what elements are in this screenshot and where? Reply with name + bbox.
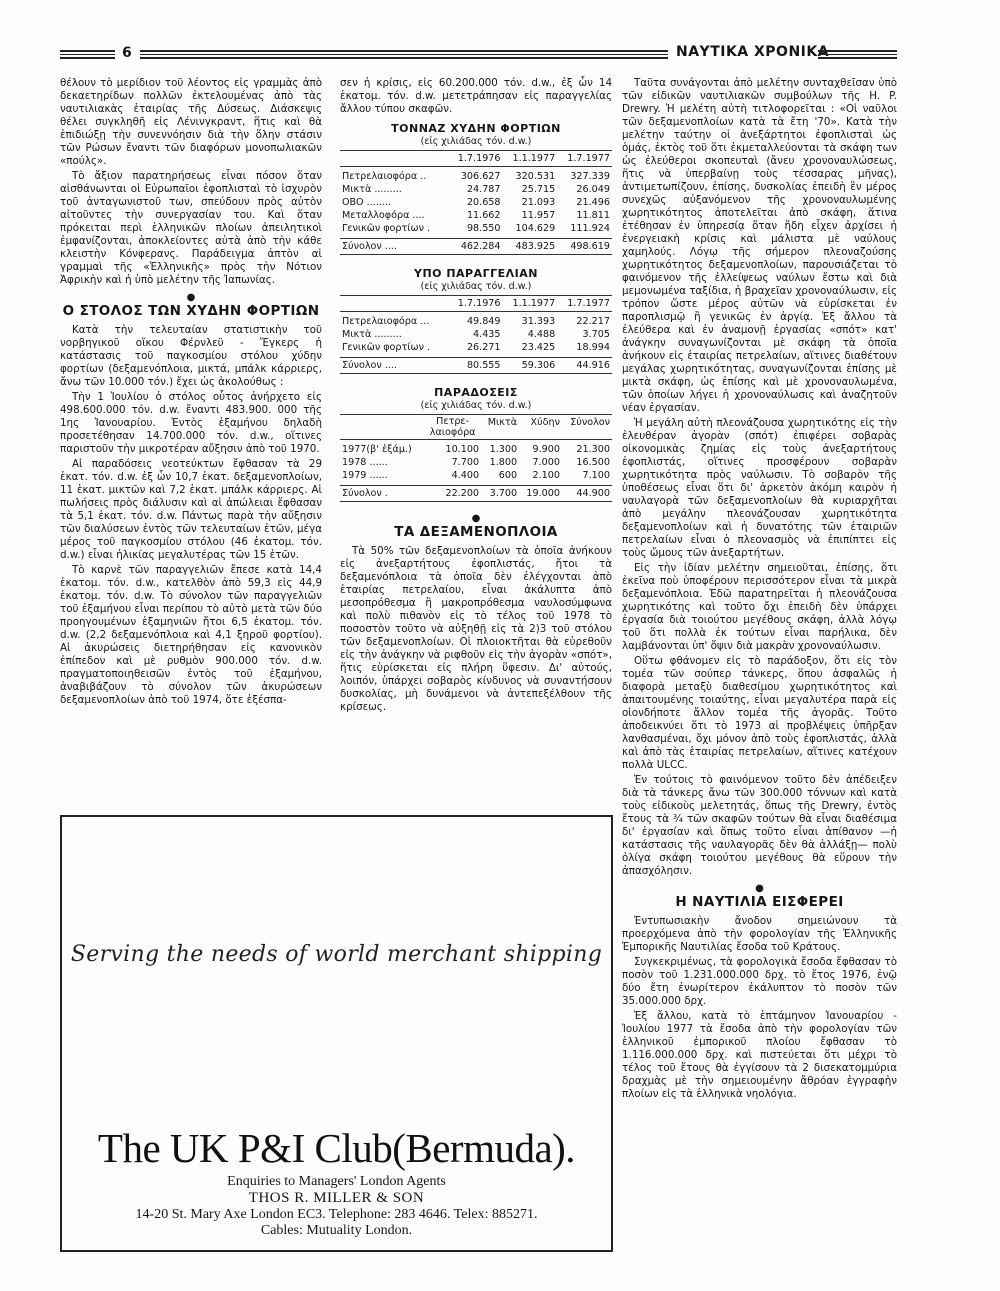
table-header: 1.1.1977 <box>503 296 558 312</box>
bullet-dot-icon: ● <box>755 883 764 894</box>
paragraph: Οὕτω φθάνομεν εἰς τὸ παράδοξον, ὅτι εἰς τὸν τομέα τῶν σούπερ τάνκερς, ὅπου ἀσφαλῶς ἡ διαφορὰ μεταξὺ διαθεσίμου χωρητικότητος καὶ ἀπαιτουμένης τοιαύτης, εἶναι μεγαλυτέρα παρὰ εἰς οἱονδήποτε ἄλλον τομέα τῆς ἀγορᾶς. Τοῦτο ἀποδεικνύει ὅτι τὸ 1973 αἱ προβλέψεις ὑπῆρξαν λανθασμέναι, ὄχι μόνον ἀπὸ τοὺς ἐφοπλιστάς, ἀλλὰ καὶ ἀπὸ τὰς ἑταιρίας πετρελαίων, αἵτινες κατέχουν πολλὰ ULCC. <box>622 655 897 771</box>
page-number: 6 <box>122 45 132 61</box>
ad-brand-name: The UK P&I Club(Bermuda). <box>97 1125 576 1171</box>
column-middle <box>340 77 612 716</box>
table-row: 1977(β' ἑξάμ.) 10.100 1.300 9.900 21.300 <box>342 444 610 455</box>
table-header: 1.1.1977 <box>503 151 558 167</box>
table-title: ΠΑΡΑΔΟΣΕΙΣ <box>434 386 518 399</box>
table-row: 1978 ...... 7.700 1.800 7.000 16.500 <box>342 457 610 468</box>
table-subtitle: (εἰς χιλιάδας τόν. d.w.) <box>420 281 532 292</box>
header-rule-right <box>818 50 897 59</box>
header-rule-left <box>60 50 115 59</box>
header-rule-middle <box>140 50 668 59</box>
paragraph: Αἱ παραδόσεις νεοτεύκτων ἔφθασαν τὰ 29 ἑκατ. τόν. d.w. ἐξ ὧν 10,7 ἑκατ. δεξαμενοπλοίων, 11 ἑκατ. μικτῶν καὶ 7,2 ἑκατ. μπάλκ κάρριερς. Αἱ πωλήσεις πρὸς διάλυσιν καὶ αἱ ἀπώλειαι ἔφθασαν τὰ 5,1 ἑκατ. τόν. d.w. Πάντως παρὰ τὴν αὔξησιν τῶν διαλύσεων ἐντὸς τῶν τελευταίων ἐτῶν, μέγα μέρος τοῦ παγκοσμίου στόλου (46 ἑκατομ. τόν. d.w.) εἶναι ἡλικίας μεγαλυτέρας τῶν 15 ἐτῶν. <box>60 458 322 561</box>
bullet-dot-icon: ● <box>186 292 196 303</box>
table-header: Μικτὰ <box>481 415 519 440</box>
table-row: Μικτὰ ......... 4.435 4.488 3.705 <box>342 329 610 340</box>
deliveries-table <box>340 414 612 502</box>
ad-agent-name: THOS R. MILLER & SON <box>248 1190 425 1206</box>
table-row: Μικτὰ ......... 24.787 25.715 26.049 <box>342 184 610 195</box>
table-row: Γενικῶν φορτίων . 26.271 23.425 18.994 <box>342 342 610 353</box>
paragraph: Τὸ ἄξιον παρατηρήσεως εἶναι πόσον ὅταν αἰσθάνωνται οἱ Εὐρωπαῖοι ἐφοπλισταὶ τὸ ἰσχυρὸν τοῦ ἀνταγωνιστοῦ των, σπεύδουν πρὸς αὐτὸν αἰτοῦντες τὴν συνεργασίαν του. Καὶ ὅταν πρόκειται περὶ ἑλληνικῶν πλοίων ἀπειλητικοὶ ἐμφανίζονται, ἀποκλείοντες αὐτὰ ἀπὸ τὴν κάθε κλειστὴν Κόνφερανς. Παράδειγμα ἀπτὸν αἱ γραμμαὶ τῆς «Ἑλληνικῆς» πρὸς τὴν Νότιον Ἀφρικὴν καὶ ἡ ὑπὸ μελέτην τῆς Ἰαπωνίας. <box>60 170 322 286</box>
paragraph: Ἐντυπωσιακὴν ἄνοδον σημειώνουν τὰ προερχόμενα ἀπὸ τὴν φορολογίαν τῆς Ἑλληνικῆς Ἐμπορικῆς Ναυτιλίας ἔσοδα τοῦ Κράτους. <box>622 915 897 953</box>
table-header: 1.7.1976 <box>448 296 503 312</box>
paragraph: Εἰς τὴν ἰδίαν μελέτην σημειοῦται, ἐπίσης, ὅτι ἐκεῖνα ποὺ ὑποφέρουν περισσότερον εἶναι τὰ μικρὰ δεξαμενόπλοια. Ἐδῶ παρατηρεῖται ἡ πλεονάζουσα χωρητικότης καὶ τοῦτο ὄχι ἐπειδὴ δὲν ὑπάρχει ἐργασία διὰ τοιούτου μεγέθους σκάφη, ἀλλὰ λόγῳ τοῦ ὅτι πολλὰ ἐκ τούτων εἶναι παρήλικα, δὲν λαμβάνονται ὑπ' ὄψιν διὰ μακρὰν χρονοναύλωσιν. <box>622 562 897 652</box>
ad-cables-line: Cables: Mutuality London. <box>260 1223 413 1238</box>
table-header: Πετρε- λαιοφόρα <box>424 415 481 440</box>
section-heading: ΤΑ ΔΕΞΑΜΕΝΟΠΛΟΙΑ <box>394 524 558 540</box>
table-row: Πετρελαιοφόρα ... 49.849 31.393 22.217 <box>342 316 610 327</box>
table-total-row: Σύνολον .... 80.555 59.306 44.916 <box>340 358 612 374</box>
column-left <box>60 77 322 709</box>
table-header: Χύδην <box>519 415 562 440</box>
table-header: 1.7.1976 <box>448 151 503 167</box>
orderbook-table <box>340 295 612 374</box>
paragraph: θέλουν τὸ μερίδιον τοῦ λέοντος εἰς γραμμὰς ἀπὸ δεκαετηρίδων πολλῶν ἐκτελουμένας ἀπὸ τὰς ναυτιλιακὰς ἑταιρίας τῆς Δύσεως. Διάσκεψις θέλει συγκληθῆ εἰς Λένινγκραντ, ἥτις καὶ θὰ ἐπιδιώξῃ τὴν συνεννόησιν διὰ τὴν ὅλην στάσιν τῶν Ρώσων ἔναντι τῶν διαφόρων μονοπωλιακῶν «πούλς». <box>60 77 322 167</box>
paragraph: Τὴν 1 Ἰουλίου ὁ στόλος οὗτος ἀνήρχετο εἰς 498.600.000 τόν. d.w. ἔναντι 483.900. 000 τῆς 1ης Ἰανουαρίου. Ἐντὸς ἑξαμήνου δηλαδὴ προσετέθησαν 14.700.000 τόν. d.w., οἵτινες παριστοῦν τὴν μικροτέραν αὔξησιν ἀπὸ τοῦ 1970. <box>60 391 322 455</box>
paragraph: Ἡ μεγάλη αὐτὴ πλεονάζουσα χωρητικότης εἰς τὴν ἐλευθέραν ἀγορὰν (σπότ) ἐπιφέρει σοβαρὰς οἰκονομικὰς ζημίας εἰς τοὺς ἀνεξαρτήτους ἐφοπλιστάς, οἵτινες προσφέρουν σοβαρὰν χωρητικότητα πρὸς ναύλωσιν. Τὸ σοβαρὸν τῆς ὑποθέσεως εἶναι ὅτι δι' ἀρκετὸν ἀκόμη καιρὸν ἡ ναυλαγορὰ τῶν δεξαμενοπλοίων θὰ κυριαρχῆται ἀπὸ μεγάλην πλεονάζουσαν χωρητικότητα δεξαμενοπλοίων καὶ ἡ δυνατότης τῶν ἑταιριῶν πετρελαίων εἶναι ὁ πλεονασμὸς νὰ ἐπιπίπτει εἰς τοὺς ὤμους τῶν ἀνεξαρτήτων. <box>622 417 897 559</box>
magazine-title: ΝΑΥΤΙΚΑ ΧΡΟΝΙΚΑ <box>676 44 830 60</box>
table-total-row: Σύνολον .... 462.284 483.925 498.619 <box>340 239 612 255</box>
paragraph: Τὰ 50% τῶν δεξαμενοπλοίων τὰ ὁποῖα ἀνήκουν εἰς ἀνεξαρτήτους ἐφοπλιστάς, ἤτοι τὰ δεξαμενόπλοια τὰ ὁποῖα δὲν ἐλέγχονται ἀπὸ ἑταιρίας πετρελαίου, εἶναι ἀκάλυπτα ἀπὸ μεσοπρόθεσμα ἢ μακροπρόθεσμα ναυλοσύμφωνα καὶ πολὺ πιθανὸν εἰς τὸ τέλος τοῦ 1978 τὸ ποσοστὸν τοῦτο νὰ αὐξηθῇ εἰς τὰ 2)3 τοῦ στόλου τῶν δεξαμενοπλοίων. Οἱ πλοιοκτῆται θὰ εὑρεθοῦν εἰς τὴν ἀνάγκην νὰ ριφθοῦν εἰς τὴν ἀγορὰν «σπότ», ἥτις εὑρίσκεται εἰς πλήρη ὕφεσιν. Δι' αὐτούς, λοιπόν, ὑπάρχει σοβαρὸς κίνδυνος νὰ συναντήσουν δυσκολίας, μὴ δυνάμενοι νὰ ἀντεπεξέλθουν τῆς κρίσεως. <box>340 545 612 713</box>
table-row: 1979 ...... 4.400 600 2.100 7.100 <box>342 470 610 481</box>
table-row: OBO ........ 20.658 21.093 21.496 <box>342 197 610 208</box>
ad-enquiries-line: Enquiries to Managers' London Agents <box>227 1174 446 1189</box>
table-title: ΥΠΟ ΠΑΡΑΓΓΕΛΙΑΝ <box>413 267 538 280</box>
advertisement <box>60 815 613 1252</box>
paragraph: Κατὰ τὴν τελευταίαν στατιστικὴν τοῦ νορβηγικοῦ οἴκου Φέρνλεϋ - Ἔγκερς ἡ κατάστασις τοῦ παγκοσμίου στόλου χύδην φορτίων (δεξαμενόπλοια, μικτά, μπάλκ κάρριερς, ἄνω τῶν 10.000 τόν.) ἔχει ὡς ἀκολούθως : <box>60 324 322 388</box>
table-row: Πετρελαιοφόρα .. 306.627 320.531 327.339 <box>342 171 610 182</box>
table-row: Μεταλλοφόρα .... 11.662 11.957 11.811 <box>342 210 610 221</box>
bulk-tonnage-table <box>340 150 612 255</box>
table-header: Σύνολον <box>562 415 612 440</box>
table-header: 1.7.1977 <box>557 296 612 312</box>
section-heading: Ο ΣΤΟΛΟΣ ΤΩΝ ΧΥΔΗΝ ΦΟΡΤΙΩΝ <box>62 303 320 319</box>
paragraph: Ταῦτα συνάγονται ἀπὸ μελέτην συνταχθεῖσαν ὑπὸ τῶν εἰδικῶν ναυτιλιακῶν συμβούλων τῆς H. P. Drewry. Ἡ μελέτη αὐτὴ τιτλοφορεῖται : «Οἱ ναῦλοι τῶν δεξαμενοπλοίων κατὰ τὰ ἔτη '70». Κατὰ τὴν μελέτην ταύτην οἱ ἀνεξάρτητοι ἐφοπλισταὶ ὡς ὁμάς, ἐκτὸς τοῦ ὅτι ἐκμεταλλεύονται τὰ σκάφη των ὡς ἐλεύθεροι σκοπευταὶ (ἄνευ χρονοναυλώσεως, ἥτις νὰ ὑπερβαίνῃ τοὺς τέσσαρας μῆνας), ἀντιμετωπίζουν, ἐπίσης, δυσκολίας ἐπειδὴ ἓν μέρος συνεχῶς αὐξανόμενον τῆς χρονοναυλωμένης χωρητικότητος ἀποτελεῖται ἀπὸ σκάφη, ἅτινα ἐτέθησαν ἐν ὑπηρεσίᾳ ὅταν ἤδη εἶχεν ἀρχίσει ἡ ἐνεργειακὴ κρίσις καὶ μάλιστα μὲ ναύλους χαμηλούς. Λόγῳ τῆς σήμερον πλεοναζούσης χωρητικότητος δεξαμενοπλοίων, παρουσιάζεται τὸ φαινόμενον τῆς ἐλλείψεως ναύλων ἔστω καὶ διὰ μεμονωμένα ταξίδια, ἡ βραχεῖαν χρονοναύλωσιν, εἰς τρόπον ὥστε μέρος αὐτῶν νὰ εὑρίσκεται ἐν παροπλισμῷ ἢ γενικῶς ἐν ἀργίᾳ. Ἐξ ἄλλου τὰ ἐλεύθερα καὶ ἐν ἀναμονῇ ἐργασίας «σπότ» κατ' ἀνάγκην συναγωνίζονται μὲ σκάφη τὰ ὁποῖα ἀνήκουν εἰς ἑταιρίας πετρελαίων, αἵτινες διαθέτουν μεγάλας χωρητικότητας, συναγωνίζονται ἐπίσης μὲ μικτὰ σκάφη, ὡς ἐπίσης καὶ μὲ χρονοναυλωμένα, τῶν ὁποίων λήγει ἡ χρονοναύλωσις καὶ ἀναζητοῦν νέαν ἐργασίαν. <box>622 77 897 414</box>
paragraph: Ἐν τούτοις τὸ φαινόμενον τοῦτο δὲν ἀπέδειξεν διὰ τὰ τάνκερς ἄνω τῶν 300.000 τόννων καὶ κατὰ τοὺς εἰδικοὺς μελετητάς, ὅπως τῆς Drewry, ἐντὸς ἔτους τὰ ¾ τῶν σκαφῶν τούτων θὰ εἶναι διαθέσιμα δι' ἐργασίαν καὶ ὅπως τοῦτο εἶναι ἀπίθανον —ἡ κατάστασις τῆς ναυλαγορᾶς δὲν θὰ ἀλλάξῃ— πολὺ ὀλίγα σκάφη τοιούτου μεγέθους θὰ εὕρουν τὴν ἀπασχόλησιν. <box>622 774 897 877</box>
section-heading: Η ΝΑΥΤΙΛΙΑ ΕΙΣΦΕΡΕΙ <box>675 894 844 910</box>
paragraph: Ἐξ ἄλλου, κατὰ τὸ ἑπτάμηνον Ἰανουαρίου - Ἰουλίου 1977 τὰ ἔσοδα ἀπὸ τὴν φορολογίαν τῶν ἑλληνικοῦ ἐμπορικοῦ πλοίου ἔφθασαν τὸ 1.116.000.000 δρχ. καὶ πιστεύεται ὅτι μέχρι τὸ τέλος τοῦ ἔτους θὰ ἐγγίσουν τὰ 2 δισεκατομμύρια δραχμὰς μὲ τὴν σημειουμένην ἄθρόαν ἐγγραφὴν πλοίων εἰς τὰ ἑλληνικὰ νηολόγια. <box>622 1010 897 1100</box>
ad-tagline: Serving the needs of world merchant shipping <box>70 942 603 967</box>
paragraph: Συγκεκριμένως, τὰ φορολογικὰ ἔσοδα ἔφθασαν τὸ ποσὸν τοῦ 1.231.000.000 δρχ. τὸ ἔτος 1976, ἐνῷ δύο ἔτη ἐνωρίτερον ἐκάλυπτον τὸ ποσὸν τῶν 35.000.000 δρχ. <box>622 956 897 1007</box>
paragraph: σεν ἡ κρίσις, εἰς 60.200.000 τόν. d.w., ἐξ ὧν 14 ἑκατομ. τόν. d.w. μετετράπησαν εἰς παραγγελίας ἄλλου τύπου σκαφῶν. <box>340 77 612 115</box>
table-title: ΤΟΝΝΑΖ ΧΥΔΗΝ ΦΟΡΤΙΩΝ <box>391 122 561 135</box>
ad-address-line: 14-20 St. Mary Axe London EC3. Telephone: 283 4646. Telex: 885271. <box>135 1207 538 1222</box>
table-header: 1.7.1977 <box>557 151 612 167</box>
table-subtitle: (εἰς χιλιάδας τόν. d.w.) <box>420 136 532 147</box>
column-right <box>622 77 897 1103</box>
table-row: Γενικῶν φορτίων . 98.550 104.629 111.924 <box>342 223 610 234</box>
bullet-dot-icon: ● <box>471 513 481 524</box>
table-total-row: Σύνολον . 22.200 3.700 19.000 44.900 <box>340 486 612 502</box>
table-subtitle: (εἰς χιλιάδας τόν. d.w.) <box>420 400 532 411</box>
paragraph: Τὸ καρνὲ τῶν παραγγελιῶν ἔπεσε κατὰ 14,4 ἑκατομ. τόν. d.w., κατελθὸν ἀπὸ 59,3 εἰς 44,9 ἑκατομ. τόν. d.w. Τὸ σύνολον τῶν παραγγελιῶν τοῦ ἑξαμήνου εἶναι περίπου τὸ αὐτὸ μετὰ τῶν δύο προηγουμένων ἑξαμηνιῶν ἤτοι 6,5 ἑκατομ. τόν. d.w. (2,2 δεξαμενόπλοια καὶ 4,1 ξηροῦ φορτίου). Αἱ ἀκυρώσεις διετηρήθησαν εἰς κανονικὸν ἐπίπεδον καὶ μὲ ρυθμὸν 900.000 τόν. d.w. πραγματοποιηθεισῶν ἐντὸς τοῦ ἑξαμήνου, ἀναβιβάζουν τὸ σύνολον τῶν ἀκυρώσεων δεξαμενοπλοίων ἀπὸ τοῦ 1974, ὅτε ἐξέσπα- <box>60 564 322 706</box>
